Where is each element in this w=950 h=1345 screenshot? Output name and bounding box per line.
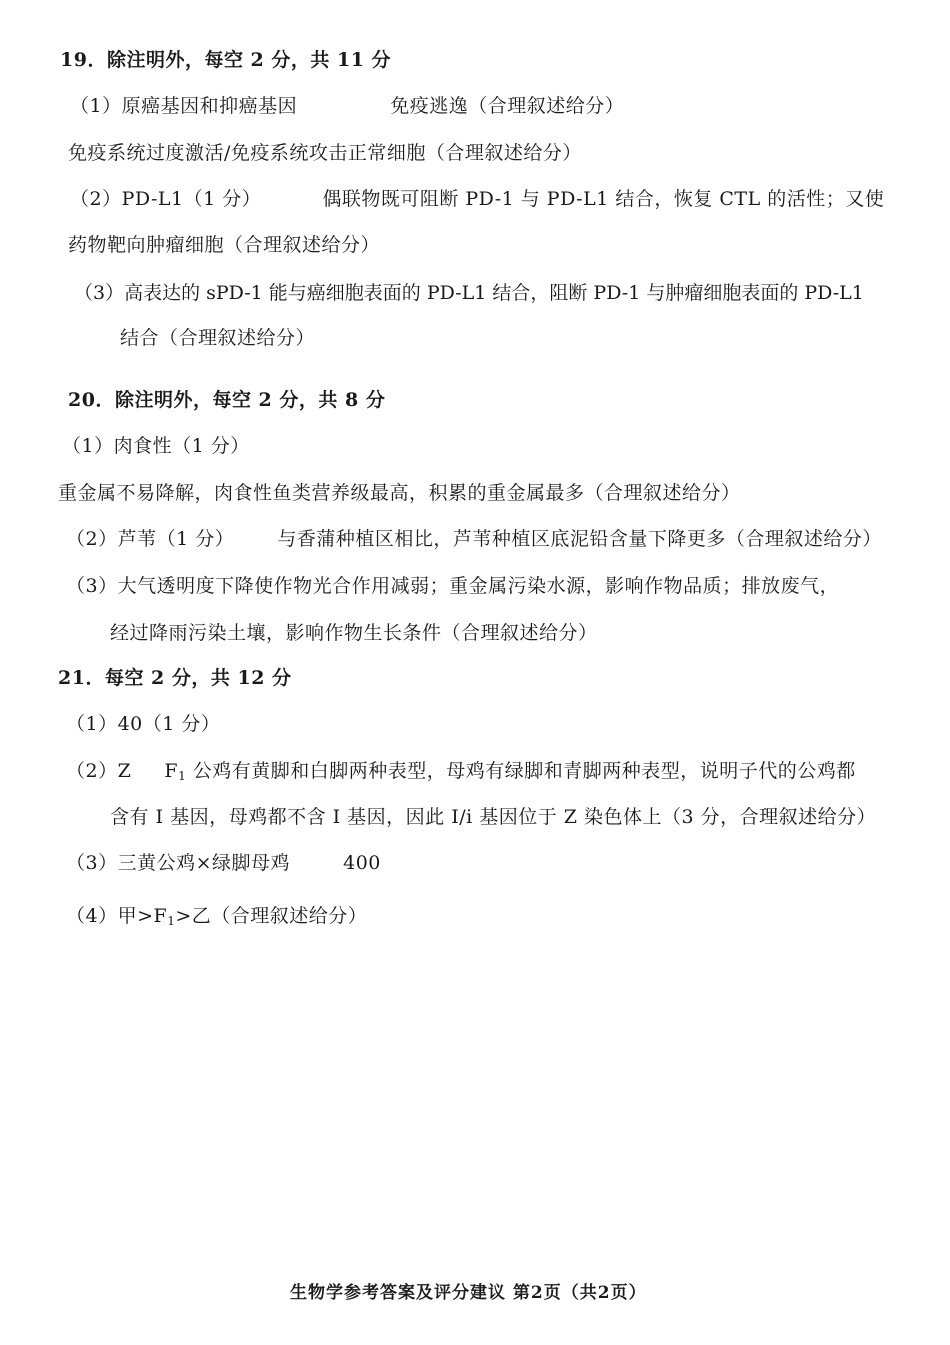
q21-p3-line: [66, 850, 381, 876]
q19-p2-answer-a: （2）PD-L1（1 分）: [70, 188, 262, 210]
q19-p1-answer-a: （1）原癌基因和抑癌基因: [70, 95, 298, 117]
q20-p3-answer-a: （3）大气透明度下降使作物光合作用减弱；重金属污染水源，影响作物品质；排放废气，: [66, 575, 840, 597]
q19-p2-line: [70, 186, 884, 212]
q19-heading: 19．除注明外，每空 2 分，共 11 分: [60, 49, 392, 71]
q20-p1-answer-a: （1）肉食性（1 分）: [62, 435, 250, 457]
q21-p4-line: [66, 903, 367, 934]
q21-p2-answer-text: 公鸡有黄脚和白脚两种表型，母鸡有绿脚和青脚两种表型，说明子代的公鸡都: [192, 760, 856, 782]
q19-p1-answer-c: 免疫系统过度激活/免疫系统攻击正常细胞（合理叙述给分）: [68, 142, 582, 164]
q20-p2-answer-b: 与香蒲种植区相比，芦苇种植区底泥铅含量下降更多（合理叙述给分）: [277, 528, 882, 550]
q20-p1-answer-b: 重金属不易降解，肉食性鱼类营养级最高，积累的重金属最多（合理叙述给分）: [58, 482, 741, 504]
q19-p1-line: [70, 93, 624, 119]
q21-p2-f-subscript: 1: [178, 769, 187, 783]
q21-p4-answer-a: （4）甲>F: [66, 905, 168, 927]
q21-p3-answer-a: （3）三黄公鸡×绿脚母鸡: [66, 852, 291, 874]
q19-p3-answer-a: （3）高表达的 sPD-1 能与癌细胞表面的 PD-L1 结合，阻断 PD-1 与肿瘤细胞表面的 PD-L1: [74, 282, 864, 304]
q19-p2-answer-b: 偶联物既可阻断 PD-1 与 PD-L1 结合，恢复 CTL 的活性；又使: [322, 188, 885, 210]
q21-p4-subscript: 1: [167, 914, 176, 928]
q21-p1-answer: （1）40（1 分）: [66, 713, 221, 735]
q21-heading: 21．每空 2 分，共 12 分: [58, 667, 292, 689]
q20-p3-answer-b: 经过降雨污染土壤，影响作物生长条件（合理叙述给分）: [110, 622, 598, 644]
page-footer: 生物学参考答案及评分建议 第2页（共2页）: [290, 1283, 647, 1303]
q21-p2-answer-b: 含有 I 基因，母鸡都不含 I 基因，因此 I/i 基因位于 Z 染色体上（3 分，合理叙述给分）: [110, 806, 877, 828]
q20-p2-line: [66, 526, 882, 552]
q19-p2-answer-c: 药物靶向肿瘤细胞（合理叙述给分）: [68, 234, 381, 256]
q20-p2-answer-a: （2）芦苇（1 分）: [66, 528, 235, 550]
q21-p3-answer-b: 400: [343, 852, 381, 874]
q21-p4-answer-b: >乙（合理叙述给分）: [175, 905, 368, 927]
q21-p2-label: （2）Z: [66, 760, 132, 782]
q21-p2-line: [66, 758, 856, 789]
q20-heading: 20．除注明外，每空 2 分，共 8 分: [68, 389, 386, 411]
q19-p3-answer-b: 结合（合理叙述给分）: [120, 327, 316, 349]
q19-p1-answer-b: 免疫逃逸（合理叙述给分）: [390, 95, 625, 117]
q21-p2-f: F: [164, 760, 179, 782]
q21-p2-f1: [164, 760, 186, 782]
